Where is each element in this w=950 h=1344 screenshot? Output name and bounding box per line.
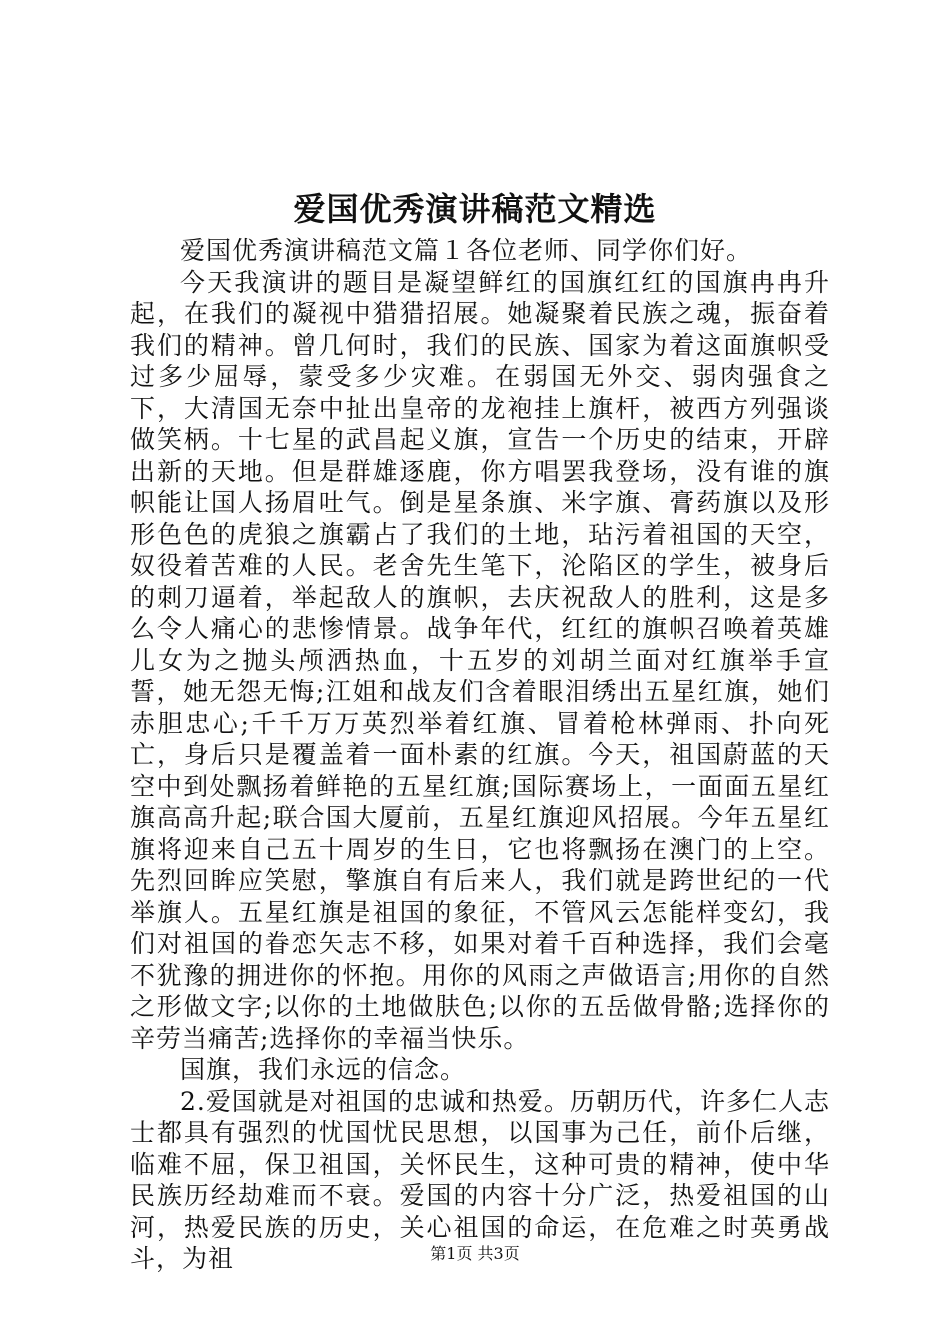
page-number-footer: 第1页 共3页 (430, 1244, 520, 1263)
document-title: 爱国优秀演讲稿范文精选 (293, 190, 657, 228)
paragraph-1: 爱国优秀演讲稿范文篇１各位老师、同学你们好。 (180, 236, 753, 265)
paragraph-4: 2.爱国就是对祖国的忠诚和热爱。历朝历代，许多仁人志士都具有强烈的忧国忧民思想，以国事为己任，前仆后继，临难不屈，保卫祖国，关怀民生，这种可贵的精神，使中华民族历经劫难而不衰。爱国的内容十分广泛，热爱祖国的山河，热爱民族的历史，关心祖国的命运，在危难之时英勇战斗，为祖 (130, 1086, 830, 1273)
document-body (130, 235, 830, 1275)
paragraph-3: 国旗，我们永远的信念。 (180, 1055, 467, 1084)
paragraph-2: 今天我演讲的题目是凝望鲜红的国旗红红的国旗冉冉升起，在我们的凝视中猎猎招展。她凝聚着民族之魂，振奋着我们的精神。曾几何时，我们的民族、国家为着这面旗帜受过多少屈辱，蒙受多少灾难。在弱国无外交、弱肉强食之下，大清国无奈中扯出皇帝的龙袍挂上旗杆，被西方列强谈做笑柄。十七星的武昌起义旗，宣告一个历史的结束，开辟出新的天地。但是群雄逐鹿，你方唱罢我登场，没有谁的旗帜能让国人扬眉吐气。倒是星条旗、米字旗、膏药旗以及形形色色的虎狼之旗霸占了我们的土地，玷污着祖国的天空，奴役着苦难的人民。老舍先生笔下，沦陷区的学生，被身后的刺刀逼着，举起敌人的旗帜，去庆祝敌人的胜利，这是多么令人痛心的悲惨情景。战争年代，红红的旗帜召唤着英雄儿女为之抛头颅洒热血，十五岁的刘胡兰面对红旗举手宣誓，她无怨无悔;江姐和战友们含着眼泪绣出五星红旗，她们赤胆忠心;千千万万英烈举着红旗、冒着枪林弹雨、扑向死亡，身后只是覆盖着一面朴素的红旗。今天，祖国蔚蓝的天空中到处飘扬着鲜艳的五星红旗;国际赛场上，一面面五星红旗高高升起;联合国大厦前，五星红旗迎风招展。今年五星红旗将迎来自己五十周岁的生日，它也将飘扬在澳门的上空。先烈回眸应笑慰，擎旗自有后来人，我们就是跨世纪的一代举旗人。五星红旗是祖国的象征，不管风云怎能样变幻，我们对祖国的眷恋矢志不移，如果对着千百种选择，我们会毫不犹豫的拥进你的怀抱。用你的风雨之声做语言;用你的自然之形做文字;以你的土地做肤色;以你的五岳做骨骼;选择你的辛劳当痛苦;选择你的幸福当快乐。 (130, 267, 830, 1053)
